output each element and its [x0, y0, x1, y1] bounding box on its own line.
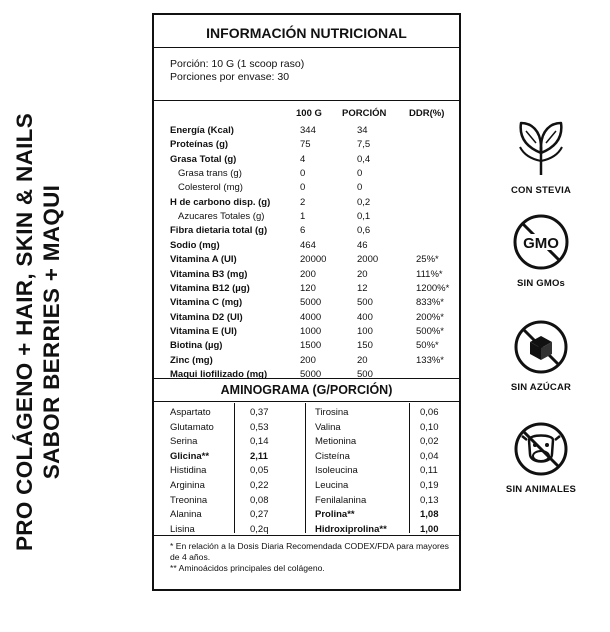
- product-title: [11, 32, 65, 632]
- divider: [154, 535, 459, 536]
- amino-value: 2,11: [250, 450, 268, 462]
- value-portion: 400: [357, 311, 373, 323]
- nutrition-row: [154, 269, 459, 284]
- nutrition-row: [154, 355, 459, 370]
- amino-name: Hidroxiprolina**: [315, 523, 387, 535]
- amino-value: 1,08: [420, 509, 439, 521]
- value-portion: 500: [357, 368, 373, 380]
- nutrient-name: H de carbono disp. (g): [170, 196, 271, 208]
- value-100g: 0: [300, 168, 306, 180]
- value-100g: 120: [300, 282, 316, 294]
- divider: [154, 401, 459, 402]
- value-ddr: 1200%*: [416, 282, 450, 294]
- product-title-line-1: PRO COLÁGENO + HAIR, SKIN & NAILS: [12, 112, 37, 552]
- value-100g: 200: [300, 268, 316, 280]
- badge-no-sugar: [481, 318, 601, 393]
- stevia-leaf-icon: [512, 117, 570, 179]
- serving-size: Porción: 10 G (1 scoop raso): [170, 58, 305, 70]
- footnotes: [170, 541, 455, 574]
- badge-stevia-label: CON STEVIA: [510, 185, 572, 196]
- no-gmo-icon-text: GMO: [523, 235, 559, 252]
- amino-value: 0,10: [420, 421, 439, 433]
- nutrient-name: Vitamina E (UI): [170, 325, 237, 337]
- value-100g: 75: [300, 139, 311, 151]
- aminogram-title: AMINOGRAMA (G/PORCIÓN): [220, 383, 393, 397]
- nutrient-name: Vitamina D2 (UI): [170, 311, 243, 323]
- value-100g: 20000: [300, 254, 327, 266]
- amino-name: Aspartato: [170, 407, 211, 418]
- amino-value: 0,19: [420, 480, 439, 491]
- value-100g: 1: [300, 211, 306, 223]
- nutrient-name: Grasa Total (g): [170, 153, 237, 165]
- no-animals-icon: [512, 420, 570, 478]
- amino-value: 0,22: [250, 480, 269, 491]
- amino-value: 0,37: [250, 407, 269, 418]
- value-portion: 0: [357, 182, 363, 194]
- amino-value: 0,13: [420, 494, 439, 506]
- value-portion: 20: [357, 354, 368, 366]
- aminogram-row: [154, 480, 459, 495]
- value-portion: 500: [357, 297, 373, 309]
- column-header-ddr: DDR(%): [409, 108, 445, 119]
- column-header-100g: 100 G: [296, 108, 322, 119]
- amino-value: 1,00: [420, 523, 439, 535]
- nutrition-row: [154, 197, 459, 212]
- nutrition-row: [154, 340, 459, 355]
- value-100g: 4: [300, 153, 306, 165]
- nutrition-facts-panel: [152, 13, 461, 591]
- nutrient-name: Energía (Kcal): [170, 125, 234, 136]
- badge-no-animals-label: SIN ANIMALES: [505, 484, 577, 495]
- product-title-line-2: SABOR BERRIES + MAQUI: [39, 184, 64, 480]
- servings-per-container: Porciones por envase: 30: [170, 71, 290, 83]
- nutrient-name: Biotina (µg): [170, 340, 223, 352]
- amino-value: 0,27: [250, 509, 269, 521]
- nutrition-row: [154, 182, 459, 197]
- nutrition-row: [154, 139, 459, 154]
- value-portion: 7,5: [357, 139, 371, 151]
- aminogram-row: [154, 407, 459, 422]
- amino-name: Tirosina: [315, 407, 349, 418]
- amino-name: Serina: [170, 436, 198, 448]
- nutrient-name: Vitamina C (mg): [170, 297, 243, 309]
- value-ddr: 133%*: [416, 354, 444, 366]
- amino-name: Lisina: [170, 523, 195, 535]
- nutrition-row: [154, 168, 459, 183]
- amino-value: 0,06: [420, 407, 439, 418]
- aminogram-row: [154, 422, 459, 437]
- amino-name: Isoleucina: [315, 465, 358, 477]
- no-gmo-icon: [511, 212, 571, 272]
- aminogram-row: [154, 509, 459, 524]
- value-portion: 46: [357, 239, 368, 251]
- value-ddr: 200%*: [416, 311, 444, 323]
- nutrition-row: [154, 369, 459, 384]
- amino-name: Histidina: [170, 465, 207, 477]
- divider: [154, 378, 459, 379]
- amino-value: 0,04: [420, 450, 439, 462]
- value-100g: 344: [300, 125, 316, 136]
- footnote-collagen: ** Aminoácidos principales del colágeno.: [170, 563, 325, 573]
- nutrient-name: Grasa trans (g): [178, 168, 242, 180]
- value-portion: 12: [357, 282, 368, 294]
- value-portion: 34: [357, 125, 368, 136]
- nutrient-name: Sodio (mg): [170, 239, 220, 251]
- value-portion: 0,6: [357, 225, 371, 237]
- nutrition-row: [154, 211, 459, 226]
- value-ddr: 833%*: [416, 297, 444, 309]
- amino-value: 0,14: [250, 436, 269, 448]
- column-header-portion: PORCIÓN: [342, 108, 387, 119]
- aminogram-row: [154, 436, 459, 451]
- nutrition-row: [154, 312, 459, 327]
- value-ddr: 25%*: [416, 254, 439, 266]
- nutrition-row: [154, 154, 459, 169]
- nutrient-name: Azucares Totales (g): [178, 211, 265, 223]
- amino-name: Glicina**: [170, 450, 210, 462]
- aminogram-row: [154, 524, 459, 539]
- value-ddr: 50%*: [416, 340, 439, 352]
- divider: [154, 100, 459, 101]
- no-sugar-icon: [512, 318, 570, 376]
- nutrition-row: [154, 326, 459, 341]
- amino-name: Arginina: [170, 480, 205, 491]
- value-100g: 5000: [300, 297, 322, 309]
- nutrition-row: [154, 225, 459, 240]
- value-100g: 1000: [300, 325, 322, 337]
- value-portion: 0: [357, 168, 363, 180]
- nutrient-name: Colesterol (mg): [178, 182, 243, 194]
- nutrient-name: Proteínas (g): [170, 139, 229, 151]
- value-100g: 0: [300, 182, 306, 194]
- amino-value: 0,53: [250, 421, 269, 433]
- value-ddr: 500%*: [416, 325, 444, 337]
- amino-name: Fenilalanina: [315, 494, 367, 506]
- badge-no-animals: [481, 420, 601, 495]
- nutrient-name: Maqui liofilizado (mg): [170, 368, 268, 380]
- nutrient-name: Vitamina B3 (mg): [170, 268, 248, 280]
- amino-name: Metionina: [315, 436, 357, 448]
- serving-info: [170, 58, 304, 84]
- amino-name: Prolina**: [315, 509, 355, 521]
- nutrition-row: [154, 125, 459, 140]
- value-100g: 2: [300, 196, 306, 208]
- value-portion: 2000: [357, 254, 379, 266]
- value-100g: 1500: [300, 340, 322, 352]
- nutrition-row: [154, 254, 459, 269]
- nutrient-name: Zinc (mg): [170, 354, 213, 366]
- amino-name: Valina: [315, 421, 341, 433]
- amino-value: 0,05: [250, 465, 269, 477]
- amino-name: Glutamato: [170, 421, 214, 433]
- badge-no-sugar-label: SIN AZÚCAR: [510, 382, 572, 393]
- value-portion: 20: [357, 268, 368, 280]
- aminogram-row: [154, 451, 459, 466]
- nutrient-name: Fibra dietaria total (g): [170, 225, 268, 237]
- value-ddr: 111%*: [416, 268, 443, 280]
- value-portion: 0,4: [357, 153, 371, 165]
- badge-no-gmo: [481, 212, 601, 289]
- value-portion: 0,1: [357, 211, 371, 223]
- value-portion: 0,2: [357, 196, 371, 208]
- footnote-ddr: * En relación a la Dosis Diaria Recomendada CODEX/FDA para mayores de 4 años.: [170, 541, 449, 562]
- nutrient-name: Vitamina B12 (µg): [170, 282, 250, 294]
- amino-name: Alanina: [170, 509, 202, 521]
- nutrition-row: [154, 240, 459, 255]
- amino-value: 0,11: [420, 465, 438, 477]
- divider: [154, 47, 459, 48]
- value-portion: 100: [357, 325, 373, 337]
- amino-value: 0,2q: [250, 523, 269, 535]
- value-100g: 4000: [300, 311, 322, 323]
- nutrition-row: [154, 297, 459, 312]
- amino-value: 0,08: [250, 494, 269, 506]
- aminogram-row: [154, 495, 459, 510]
- value-100g: 464: [300, 239, 316, 251]
- value-100g: 6: [300, 225, 306, 237]
- value-100g: 200: [300, 354, 316, 366]
- amino-value: 0,02: [420, 436, 439, 448]
- amino-name: Leucina: [315, 480, 349, 491]
- value-portion: 150: [357, 340, 373, 352]
- badge-no-gmo-label: SIN GMOs: [516, 278, 566, 289]
- panel-title: INFORMACIÓN NUTRICIONAL: [206, 25, 407, 41]
- aminogram-row: [154, 465, 459, 480]
- nutrient-name: Vitamina A (UI): [170, 254, 237, 266]
- nutrition-row: [154, 283, 459, 298]
- badge-stevia: [481, 117, 601, 196]
- amino-name: Treonina: [170, 494, 208, 506]
- amino-name: Cisteína: [315, 450, 350, 462]
- value-100g: 5000: [300, 368, 322, 380]
